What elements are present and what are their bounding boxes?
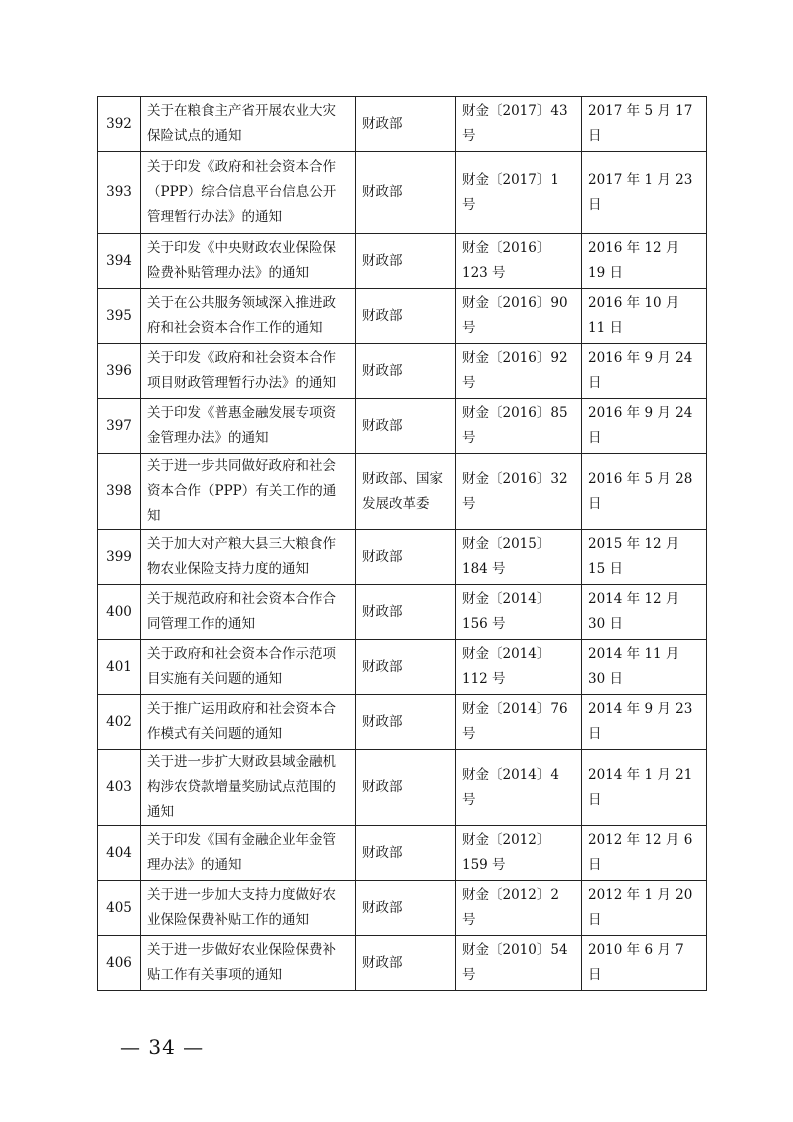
row-number: 404	[98, 826, 141, 881]
table-row	[98, 152, 707, 234]
row-title: 关于印发《中央财政农业保险保险费补贴管理办法》的通知	[141, 234, 356, 289]
row-title: 关于印发《政府和社会资本合作项目财政管理暂行办法》的通知	[141, 344, 356, 399]
row-document-number: 财金〔2014〕156 号	[456, 585, 582, 640]
row-title: 关于印发《国有金融企业年金管理办法》的通知	[141, 826, 356, 881]
row-document-number: 财金〔2017〕43 号	[456, 97, 582, 152]
row-title: 关于进一步扩大财政县域金融机构涉农贷款增量奖励试点范围的通知	[141, 750, 356, 826]
table-row	[98, 881, 707, 936]
table-row	[98, 750, 707, 826]
row-document-number: 财金〔2015〕184 号	[456, 530, 582, 585]
row-date: 2016 年 12 月 19 日	[582, 234, 707, 289]
row-document-number: 财金〔2016〕92 号	[456, 344, 582, 399]
row-department: 财政部	[356, 97, 456, 152]
row-title: 关于政府和社会资本合作示范项目实施有关问题的通知	[141, 640, 356, 695]
row-date: 2014 年 12 月 30 日	[582, 585, 707, 640]
row-date: 2010 年 6 月 7 日	[582, 936, 707, 991]
table-row	[98, 289, 707, 344]
row-document-number: 财金〔2012〕159 号	[456, 826, 582, 881]
row-department: 财政部	[356, 826, 456, 881]
row-document-number: 财金〔2016〕85 号	[456, 399, 582, 454]
table-row	[98, 826, 707, 881]
table-row	[98, 936, 707, 991]
row-department: 财政部	[356, 695, 456, 750]
table-row	[98, 530, 707, 585]
row-date: 2014 年 1 月 21 日	[582, 750, 707, 826]
table-row	[98, 695, 707, 750]
row-document-number: 财金〔2014〕112 号	[456, 640, 582, 695]
row-department: 财政部	[356, 399, 456, 454]
row-date: 2014 年 11 月 30 日	[582, 640, 707, 695]
table-row	[98, 344, 707, 399]
row-document-number: 财金〔2016〕90 号	[456, 289, 582, 344]
row-date: 2017 年 5 月 17 日	[582, 97, 707, 152]
row-date: 2016 年 10 月 11 日	[582, 289, 707, 344]
row-document-number: 财金〔2016〕32 号	[456, 454, 582, 530]
row-document-number: 财金〔2012〕2 号	[456, 881, 582, 936]
row-department: 财政部	[356, 881, 456, 936]
row-title: 关于推广运用政府和社会资本合作模式有关问题的通知	[141, 695, 356, 750]
row-document-number: 财金〔2014〕76 号	[456, 695, 582, 750]
row-document-number: 财金〔2014〕4 号	[456, 750, 582, 826]
row-department: 财政部	[356, 585, 456, 640]
row-number: 395	[98, 289, 141, 344]
row-title: 关于加大对产粮大县三大粮食作物农业保险支持力度的通知	[141, 530, 356, 585]
row-title: 关于进一步加大支持力度做好农业保险保费补贴工作的通知	[141, 881, 356, 936]
row-department: 财政部、国家发展改革委	[356, 454, 456, 530]
table-body	[98, 97, 707, 991]
row-number: 406	[98, 936, 141, 991]
row-number: 399	[98, 530, 141, 585]
row-date: 2017 年 1 月 23 日	[582, 152, 707, 234]
row-department: 财政部	[356, 344, 456, 399]
policy-document-table	[97, 96, 707, 991]
row-date: 2016 年 9 月 24 日	[582, 344, 707, 399]
page-number: — 34 —	[120, 1035, 205, 1059]
row-number: 392	[98, 97, 141, 152]
row-document-number: 财金〔2017〕1 号	[456, 152, 582, 234]
row-number: 398	[98, 454, 141, 530]
row-date: 2012 年 12 月 6 日	[582, 826, 707, 881]
row-department: 财政部	[356, 234, 456, 289]
table-row	[98, 97, 707, 152]
table-row	[98, 585, 707, 640]
row-date: 2015 年 12 月 15 日	[582, 530, 707, 585]
row-department: 财政部	[356, 936, 456, 991]
row-title: 关于印发《政府和社会资本合作（PPP）综合信息平台信息公开管理暂行办法》的通知	[141, 152, 356, 234]
row-number: 393	[98, 152, 141, 234]
table-row	[98, 640, 707, 695]
table-row	[98, 234, 707, 289]
row-number: 400	[98, 585, 141, 640]
row-title: 关于在粮食主产省开展农业大灾保险试点的通知	[141, 97, 356, 152]
row-date: 2016 年 5 月 28 日	[582, 454, 707, 530]
row-title: 关于进一步共同做好政府和社会资本合作（PPP）有关工作的通知	[141, 454, 356, 530]
row-date: 2012 年 1 月 20 日	[582, 881, 707, 936]
row-department: 财政部	[356, 289, 456, 344]
row-department: 财政部	[356, 750, 456, 826]
row-number: 394	[98, 234, 141, 289]
row-number: 397	[98, 399, 141, 454]
row-title: 关于进一步做好农业保险保费补贴工作有关事项的通知	[141, 936, 356, 991]
row-number: 403	[98, 750, 141, 826]
row-title: 关于规范政府和社会资本合作合同管理工作的通知	[141, 585, 356, 640]
row-number: 401	[98, 640, 141, 695]
row-number: 396	[98, 344, 141, 399]
row-date: 2014 年 9 月 23 日	[582, 695, 707, 750]
table-row	[98, 454, 707, 530]
row-department: 财政部	[356, 152, 456, 234]
row-number: 405	[98, 881, 141, 936]
row-document-number: 财金〔2010〕54 号	[456, 936, 582, 991]
row-department: 财政部	[356, 640, 456, 695]
row-title: 关于在公共服务领域深入推进政府和社会资本合作工作的通知	[141, 289, 356, 344]
row-department: 财政部	[356, 530, 456, 585]
row-date: 2016 年 9 月 24 日	[582, 399, 707, 454]
row-title: 关于印发《普惠金融发展专项资金管理办法》的通知	[141, 399, 356, 454]
table-row	[98, 399, 707, 454]
row-document-number: 财金〔2016〕123 号	[456, 234, 582, 289]
row-number: 402	[98, 695, 141, 750]
